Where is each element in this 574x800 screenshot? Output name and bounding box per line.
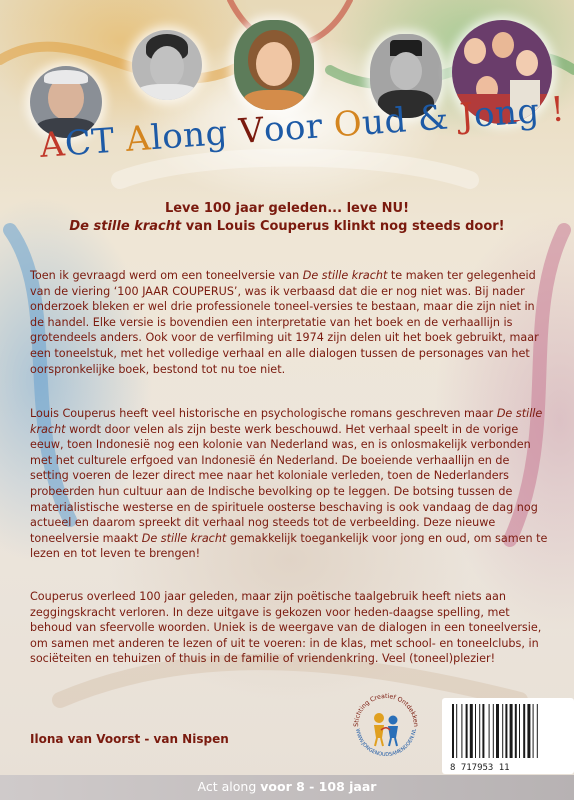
title-part: oor [262, 105, 336, 151]
age-text-prefix: Act along [197, 779, 261, 794]
paragraph-3-text: Couperus overleed 100 jaar geleden, maar zijn poëtische taalgebruik heeft niets aan zeggingskracht verloren. In deze uitgave is gekozen voor heden-daagse spelling, met behoud van sfeervolle woorden. Uniek is de weergave van de dialogen in een toneelversie, om samen met anderen te lezen of uit te voeren: in de klas, met school- en toneelclubs, in sociëteiten en tehuizen of thuis in de familie of vriendenkring. Veel (toneel)plezier! [30, 590, 542, 666]
barcode-number: 8 717953 11 [450, 763, 510, 773]
svg-text:WWW.JONGENOUDSAMENDOEN.NL [354, 728, 418, 758]
barcode-bar [502, 704, 503, 758]
age-text-range: voor 8 - 108 jaar [260, 779, 377, 794]
paragraph-1 [30, 268, 550, 377]
tagline-line-1: Leve 100 jaar geleden... leve NU! [164, 201, 410, 216]
barcode-bar [479, 704, 480, 758]
title-part: ud & [360, 96, 462, 144]
title-part: V [237, 110, 266, 153]
barcode-bar [533, 704, 534, 758]
logo-figures-icon [374, 713, 398, 746]
title-part: O [332, 103, 364, 146]
logo-text-bottom: WWW.JONGENOUDSAMENDOEN.NL [354, 728, 418, 759]
tagline-line-2 [0, 218, 574, 236]
barcode-bar [527, 704, 530, 758]
age-range-text [0, 779, 574, 794]
title-part: A [38, 124, 67, 166]
portrait-photo-historic-woman [132, 30, 202, 100]
tagline-book-title: De stille kracht [69, 219, 182, 234]
title-part: J [458, 95, 476, 137]
title-part: long [149, 112, 241, 159]
paragraph-1-part-a: Toen ik gevraagd werd om een toneelversie van [30, 269, 303, 282]
barcode-bar [496, 704, 499, 758]
paragraph-2-part-c: gemakkelijk toegankelijk voor jong en oud, om samen te lezen en tot leven te brengen! [30, 531, 548, 561]
paragraph-2-part-b: wordt door velen als zijn beste werk beschouwd. Het verhaal speelt in de vorige eeuw, toen Indonesië nog een kolonie van Nederland was, en is onlosmakelijk verbonden met het culturele erfgoed van Indonesië én Nederland. De boeiende verhaallijn en de setting voeren de lezer direct mee naar het koloniale verleden, toen de Nederlanders probeerden hun cultuur aan de Indische bevolking op te leggen. De botsing tussen de materialistische westerse en de spirituele oosterse beschaving is ook vandaag de dag nog actueel en daarom spreekt dit verhaal nog steeds tot de verbeelding. Deze nieuwe toneelversie maakt [30, 422, 538, 545]
svg-text:Stichting Creatief Ontdekken [353, 693, 419, 727]
barcode-bar [515, 704, 517, 758]
barcode-bar [537, 704, 538, 758]
barcode-bar [523, 704, 525, 758]
title-part: ong [472, 91, 541, 136]
barcode-bar [510, 704, 513, 758]
paragraph-1-part-b: te maken ter gelegenheid van de viering ‘100 JAAR COUPERUS’, was ik verbaasd dat die er nog niet was. Bij nader onderzoek bleken er wel drie professionele toneel-versies te bestaan, maar die zijn niet in de handel. Elke versie is bovendien een interpretatie van het boek en de verhaallijn is grotendeels anders. Ook voor de verfilming uit 1974 zijn delen uit het boek gebruikt, maar een toneelstuk, met het volledige verhaal en alle dialogen tussen de personages van het oorspronkelijke boek, bestond tot nu toe niet. [30, 269, 539, 376]
barcode-bar [489, 704, 490, 758]
barcode-bar [452, 704, 454, 758]
paragraph-2-book-title-2: De stille kracht [141, 531, 227, 545]
paragraph-2 [30, 406, 550, 562]
barcode-bar [466, 704, 468, 758]
barcode-bar [482, 704, 484, 758]
portrait-photo-smiling-woman [234, 20, 314, 110]
barcode-bar [475, 704, 476, 758]
barcode-bar [461, 704, 462, 758]
tagline-line-2-rest: van Louis Couperus klinkt nog steeds door! [181, 219, 505, 234]
foundation-logo [350, 690, 422, 762]
barcode-bar [493, 704, 494, 758]
paragraph-2-book-title-1: De stille kracht [30, 407, 543, 436]
barcode-bar [505, 704, 507, 758]
title-part: A [124, 118, 153, 160]
paragraph-1-book-title: De stille kracht [302, 269, 388, 282]
logo-text-top: Stichting Creatief Ontdekken [352, 692, 420, 728]
isbn-barcode [442, 698, 574, 774]
barcode-bars [442, 698, 574, 774]
barcode-bar [470, 704, 473, 758]
author-name: Ilona van Voorst - van Nispen [30, 732, 229, 746]
title-part: CT [63, 120, 128, 165]
barcode-bar [519, 704, 520, 758]
barcode-bar [456, 704, 457, 758]
paragraph-3 [30, 589, 550, 667]
title-part: ! [538, 89, 567, 132]
paragraph-2-part-a: Louis Couperus heeft veel historische en psychologische romans geschreven maar [30, 407, 497, 420]
